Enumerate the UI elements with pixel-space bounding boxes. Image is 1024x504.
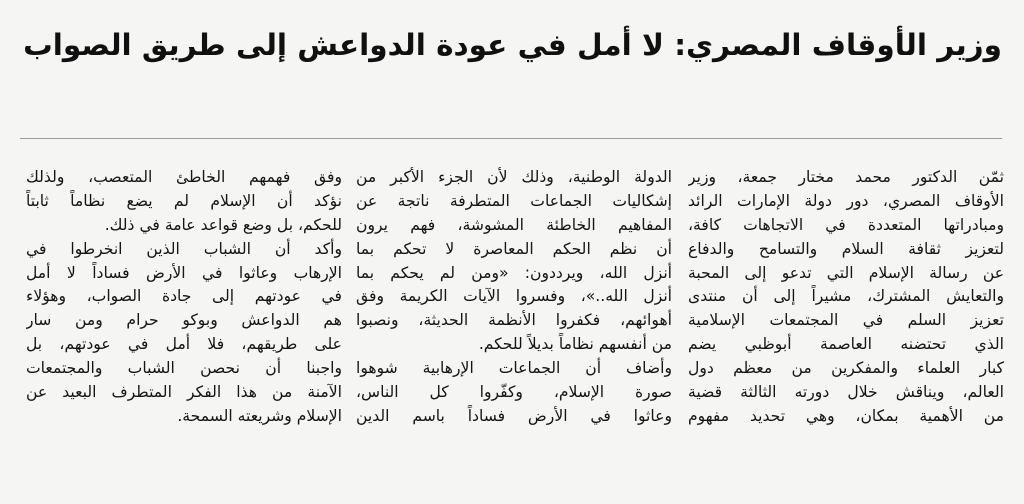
article-text-line: واجبنا أن نحصن الشباب والمجتمعات xyxy=(26,359,342,378)
article-text-line: كبار العلماء والمفكرين من معظم دول xyxy=(688,359,1004,378)
article-text-line: صورة الإسلام، وكفّروا كل الناس، xyxy=(356,383,672,402)
article-text-line: تعزيز السلم في المجتمعات الإسلامية xyxy=(688,311,1004,330)
article-text-line: وعاثوا في الأرض فساداً باسم الدين xyxy=(356,406,672,425)
article-text-line: نؤكد أن الإسلام لم يضع نظاماً ثابتاً xyxy=(26,191,342,210)
article-text-line: وفق فهمهم الخاطئ المتعصب، ولذلك xyxy=(26,168,342,186)
article-text-line: الآمنة من هذا الفكر المتطرف البعيد عن xyxy=(26,383,342,402)
article-column-2 xyxy=(356,166,672,496)
article-text-line: أهوائهم، فكفروا الأنظمة الحديثة، ونصبوا xyxy=(356,311,672,330)
article-column-3 xyxy=(26,166,342,496)
article-text-line: الإسلام وشريعته السمحة. xyxy=(177,406,342,425)
article-text-line: والتعايش المشترك، مشيراً إلى أن منتدى xyxy=(688,287,1004,306)
article-column-1 xyxy=(688,166,1004,496)
article-text-line: في عودتهم إلى جادة الصواب، وهؤلاء xyxy=(26,287,342,306)
article-text-line: أن نظم الحكم المعاصرة لا تحكم بما xyxy=(356,239,672,258)
article-text-line: على طريقهم، فلا أمل في عودتهم، بل xyxy=(26,335,342,354)
article-text-line: إشكاليات الجماعات المتطرفة ناتجة عن xyxy=(356,191,672,210)
article-text-line: الدولة الوطنية، وذلك لأن الجزء الأكبر من xyxy=(356,168,672,186)
article-text-line: الأوقاف المصري، دور دولة الإمارات الرائد xyxy=(688,191,1004,210)
article-text-line: الإرهاب وعاثوا في الأرض فساداً لا أمل xyxy=(26,263,342,282)
article-text-line: ومبادراتها المتعددة في الاتجاهات كافة، xyxy=(688,215,1004,234)
article-headline: وزير الأوقاف المصري: لا أمل في عودة الدواعش إلى طريق الصواب xyxy=(23,28,1002,62)
article-text-line: أنزل الله، ويرددون: «ومن لم يحكم بما xyxy=(356,263,672,282)
headline-divider xyxy=(20,138,1002,139)
article-text-line: الذي تحتضنه العاصمة أبوظبي يضم xyxy=(688,335,1004,354)
article-text-line: المفاهيم الخاطئة المشوشة، فهم يرون xyxy=(356,215,672,234)
article-text-line: لتعزيز ثقافة السلام والتسامح والدفاع xyxy=(688,239,1004,258)
article-text-line: العالم، ويناقش خلال دورته الثالثة قضية xyxy=(688,383,1004,402)
article-text-line: أنزل الله..»، وفسروا الآيات الكريمة وفق xyxy=(356,287,672,306)
article-text-line: وأكد أن الشباب الذين انخرطوا في xyxy=(26,239,342,258)
article-text-line: من أنفسهم نظاماً بديلاً للحكم. xyxy=(478,335,672,354)
article-text-line: من الأهمية بمكان، وهي تحديد مفهوم xyxy=(688,406,1004,425)
article-text-line: عن رسالة الإسلام التي تدعو إلى المحبة xyxy=(688,263,1004,282)
article-text-line: ثمّن الدكتور محمد مختار جمعة، وزير xyxy=(688,168,1004,186)
article-text-line: وأضاف أن الجماعات الإرهابية شوهوا xyxy=(356,359,672,378)
article-text-line: للحكم، بل وضع قواعد عامة في ذلك. xyxy=(104,215,342,234)
article-text-line: هم الدواعش وبوكو حرام ومن سار xyxy=(26,311,342,330)
